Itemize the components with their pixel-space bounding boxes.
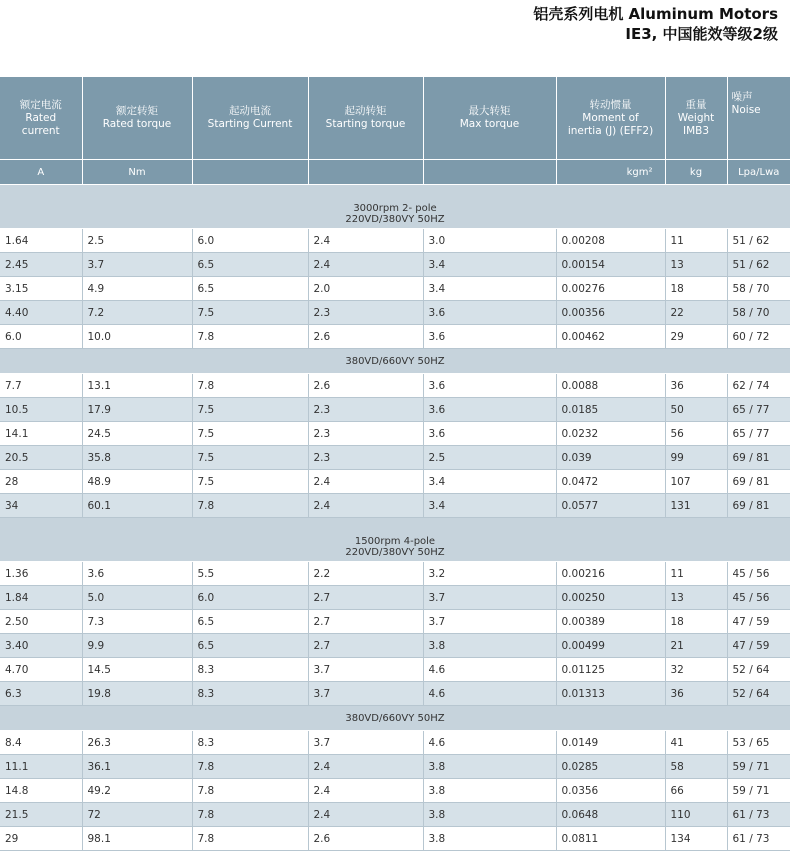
- table-cell: 2.4: [308, 779, 423, 803]
- table-cell: 6.0: [192, 229, 308, 253]
- header-max-torque: 最大转矩 Max torque: [423, 77, 556, 160]
- table-cell: 134: [665, 827, 727, 851]
- table-cell: 2.6: [308, 827, 423, 851]
- table-row: [0, 446, 790, 470]
- table-cell: 0.00462: [556, 325, 665, 349]
- table-cell: 7.8: [192, 827, 308, 851]
- table-row: [0, 610, 790, 634]
- table-cell: 3.6: [82, 562, 192, 586]
- table-cell: 11: [665, 562, 727, 586]
- table-cell: 10.5: [0, 398, 82, 422]
- table-cell: 3.8: [423, 755, 556, 779]
- table-cell: 8.4: [0, 731, 82, 755]
- table-cell: 13: [665, 586, 727, 610]
- table-cell: 0.01125: [556, 658, 665, 682]
- table-cell: 6.5: [192, 634, 308, 658]
- table-cell: 0.00216: [556, 562, 665, 586]
- section-label-line-1: 380VD/660VY 50HZ: [345, 712, 445, 724]
- table-cell: 2.6: [308, 325, 423, 349]
- table-cell: 7.5: [192, 398, 308, 422]
- table-cell: 5.5: [192, 562, 308, 586]
- table-cell: 26.3: [82, 731, 192, 755]
- table-row: [0, 803, 790, 827]
- table-cell: 1.64: [0, 229, 82, 253]
- table-cell: 3.6: [423, 301, 556, 325]
- table-cell: 1.84: [0, 586, 82, 610]
- table-row: [0, 779, 790, 803]
- motor-spec-table: [0, 77, 790, 851]
- table-cell: 2.50: [0, 610, 82, 634]
- table-row: [0, 374, 790, 398]
- table-cell: 2.3: [308, 398, 423, 422]
- table-cell: 3.7: [308, 658, 423, 682]
- header-noise: 噪声 Noise: [727, 77, 790, 160]
- table-cell: 2.3: [308, 422, 423, 446]
- table-cell: 49.2: [82, 779, 192, 803]
- table-row: [0, 301, 790, 325]
- table-row: [0, 682, 790, 706]
- table-cell: 65 / 77: [727, 398, 790, 422]
- table-cell: 0.00208: [556, 229, 665, 253]
- table-cell: 3.8: [423, 803, 556, 827]
- table-row: [0, 634, 790, 658]
- unit-cell: A: [0, 160, 82, 185]
- table-cell: 0.01313: [556, 682, 665, 706]
- table-cell: 58 / 70: [727, 277, 790, 301]
- table-cell: 13.1: [82, 374, 192, 398]
- section-label: [0, 518, 790, 562]
- table-cell: 3.0: [423, 229, 556, 253]
- table-cell: 4.6: [423, 658, 556, 682]
- table-cell: 47 / 59: [727, 634, 790, 658]
- table-row: [0, 562, 790, 586]
- table-cell: 7.8: [192, 374, 308, 398]
- table-cell: 3.40: [0, 634, 82, 658]
- table-row: [0, 229, 790, 253]
- section-header: [0, 518, 790, 562]
- table-cell: 3.6: [423, 422, 556, 446]
- table-row: [0, 755, 790, 779]
- section-label-line-1: 1500rpm 4-pole: [354, 536, 436, 547]
- table-cell: 24.5: [82, 422, 192, 446]
- table-cell: 36: [665, 374, 727, 398]
- table-cell: 2.7: [308, 610, 423, 634]
- table-cell: 10.0: [82, 325, 192, 349]
- table-row: [0, 470, 790, 494]
- table-cell: 2.6: [308, 374, 423, 398]
- table-cell: 107: [665, 470, 727, 494]
- table-row: [0, 253, 790, 277]
- table-cell: 6.5: [192, 610, 308, 634]
- table-cell: 0.0185: [556, 398, 665, 422]
- table-cell: 59 / 71: [727, 755, 790, 779]
- table-row: [0, 586, 790, 610]
- table-cell: 6.5: [192, 253, 308, 277]
- table-cell: 2.0: [308, 277, 423, 301]
- table-cell: 4.9: [82, 277, 192, 301]
- title-line-1: 铝壳系列电机 Aluminum Motors: [533, 5, 778, 23]
- table-cell: 50: [665, 398, 727, 422]
- title-line-2: IE3, 中国能效等级2级: [625, 25, 778, 43]
- unit-cell: Lpa/Lwa: [727, 160, 790, 185]
- table-cell: 6.3: [0, 682, 82, 706]
- table-cell: 3.6: [423, 374, 556, 398]
- header-rated-current: 额定电流 Rated current: [0, 77, 82, 160]
- table-cell: 0.0811: [556, 827, 665, 851]
- table-cell: 7.8: [192, 779, 308, 803]
- table-cell: 4.70: [0, 658, 82, 682]
- table-cell: 131: [665, 494, 727, 518]
- table-cell: 0.00276: [556, 277, 665, 301]
- table-cell: 4.6: [423, 682, 556, 706]
- table-cell: 66: [665, 779, 727, 803]
- table-cell: 6.0: [0, 325, 82, 349]
- table-cell: 69 / 81: [727, 446, 790, 470]
- table-cell: 7.5: [192, 301, 308, 325]
- table-cell: 0.0472: [556, 470, 665, 494]
- table-cell: 3.7: [423, 586, 556, 610]
- section-label: [0, 349, 790, 374]
- table-cell: 2.4: [308, 253, 423, 277]
- table-cell: 2.4: [308, 494, 423, 518]
- table-cell: 0.0232: [556, 422, 665, 446]
- table-cell: 8.3: [192, 682, 308, 706]
- table-row: [0, 731, 790, 755]
- header-starting-current: 起动电流 Starting Current: [192, 77, 308, 160]
- table-cell: 34: [0, 494, 82, 518]
- unit-cell: [308, 160, 423, 185]
- table-cell: 7.8: [192, 325, 308, 349]
- table-cell: 51 / 62: [727, 229, 790, 253]
- table-cell: 29: [665, 325, 727, 349]
- table-cell: 45 / 56: [727, 586, 790, 610]
- table-cell: 52 / 64: [727, 658, 790, 682]
- table-cell: 56: [665, 422, 727, 446]
- unit-cell: [192, 160, 308, 185]
- table-cell: 0.0648: [556, 803, 665, 827]
- table-cell: 69 / 81: [727, 494, 790, 518]
- table-cell: 7.5: [192, 446, 308, 470]
- table-cell: 2.3: [308, 301, 423, 325]
- table-cell: 72: [82, 803, 192, 827]
- table-cell: 0.00250: [556, 586, 665, 610]
- table-cell: 14.1: [0, 422, 82, 446]
- table-cell: 4.40: [0, 301, 82, 325]
- table-cell: 22: [665, 301, 727, 325]
- table-cell: 7.5: [192, 470, 308, 494]
- table-cell: 62 / 74: [727, 374, 790, 398]
- table-cell: 7.2: [82, 301, 192, 325]
- table-cell: 7.8: [192, 803, 308, 827]
- table-cell: 3.8: [423, 634, 556, 658]
- table-cell: 1.36: [0, 562, 82, 586]
- header-moment-of-inertia: 转动惯量 Moment of inertia (J) (EFF2): [556, 77, 665, 160]
- table-cell: 18: [665, 610, 727, 634]
- table-cell: 32: [665, 658, 727, 682]
- table-cell: 2.3: [308, 446, 423, 470]
- section-label-line-1: 380VD/660VY 50HZ: [345, 355, 445, 367]
- table-cell: 0.0577: [556, 494, 665, 518]
- table-cell: 21.5: [0, 803, 82, 827]
- unit-row: [0, 160, 790, 185]
- table-cell: 3.4: [423, 470, 556, 494]
- table-cell: 13: [665, 253, 727, 277]
- table-cell: 3.4: [423, 277, 556, 301]
- table-cell: 59 / 71: [727, 779, 790, 803]
- table-cell: 41: [665, 731, 727, 755]
- section-header: [0, 185, 790, 229]
- table-cell: 3.8: [423, 779, 556, 803]
- table-row: [0, 325, 790, 349]
- table-cell: 6.5: [192, 277, 308, 301]
- spec-table-body: [0, 185, 790, 851]
- table-cell: 2.4: [308, 755, 423, 779]
- table-cell: 58 / 70: [727, 301, 790, 325]
- table-cell: 5.0: [82, 586, 192, 610]
- table-row: [0, 827, 790, 851]
- table-cell: 7.8: [192, 494, 308, 518]
- section-header: [0, 349, 790, 374]
- table-cell: 0.00499: [556, 634, 665, 658]
- table-cell: 3.7: [308, 731, 423, 755]
- table-cell: 14.8: [0, 779, 82, 803]
- table-cell: 21: [665, 634, 727, 658]
- table-cell: 2.4: [308, 803, 423, 827]
- table-cell: 0.0088: [556, 374, 665, 398]
- table-cell: 61 / 73: [727, 803, 790, 827]
- table-cell: 58: [665, 755, 727, 779]
- table-cell: 3.4: [423, 494, 556, 518]
- table-cell: 60 / 72: [727, 325, 790, 349]
- page-title: [533, 4, 778, 44]
- table-row: [0, 658, 790, 682]
- table-cell: 11.1: [0, 755, 82, 779]
- table-cell: 3.7: [423, 610, 556, 634]
- unit-cell: [423, 160, 556, 185]
- table-cell: 47 / 59: [727, 610, 790, 634]
- table-cell: 36.1: [82, 755, 192, 779]
- table-cell: 3.6: [423, 325, 556, 349]
- table-cell: 2.4: [308, 470, 423, 494]
- table-cell: 0.0149: [556, 731, 665, 755]
- table-cell: 2.7: [308, 586, 423, 610]
- table-cell: 0.0356: [556, 779, 665, 803]
- table-cell: 52 / 64: [727, 682, 790, 706]
- section-label-line-2: 220VD/380VY 50HZ: [345, 214, 445, 225]
- table-cell: 69 / 81: [727, 470, 790, 494]
- header-starting-torque: 起动转矩 Starting torque: [308, 77, 423, 160]
- table-cell: 3.7: [82, 253, 192, 277]
- table-cell: 7.5: [192, 422, 308, 446]
- table-cell: 45 / 56: [727, 562, 790, 586]
- unit-cell: kg: [665, 160, 727, 185]
- table-cell: 29: [0, 827, 82, 851]
- table-cell: 9.9: [82, 634, 192, 658]
- table-cell: 0.0285: [556, 755, 665, 779]
- table-cell: 28: [0, 470, 82, 494]
- section-header: [0, 706, 790, 731]
- section-label-line-1: 3000rpm 2- pole: [353, 203, 437, 214]
- table-cell: 48.9: [82, 470, 192, 494]
- unit-cell: Nm: [82, 160, 192, 185]
- table-cell: 17.9: [82, 398, 192, 422]
- table-cell: 20.5: [0, 446, 82, 470]
- table-row: [0, 277, 790, 301]
- table-cell: 3.4: [423, 253, 556, 277]
- table-cell: 7.8: [192, 755, 308, 779]
- table-cell: 3.15: [0, 277, 82, 301]
- table-cell: 2.5: [423, 446, 556, 470]
- table-cell: 0.00356: [556, 301, 665, 325]
- table-cell: 7.7: [0, 374, 82, 398]
- table-cell: 65 / 77: [727, 422, 790, 446]
- table-cell: 2.45: [0, 253, 82, 277]
- table-cell: 2.7: [308, 634, 423, 658]
- table-cell: 35.8: [82, 446, 192, 470]
- table-cell: 8.3: [192, 731, 308, 755]
- table-cell: 8.3: [192, 658, 308, 682]
- table-cell: 18: [665, 277, 727, 301]
- table-cell: 2.2: [308, 562, 423, 586]
- table-cell: 99: [665, 446, 727, 470]
- section-label: [0, 185, 790, 229]
- table-row: [0, 398, 790, 422]
- table-cell: 7.3: [82, 610, 192, 634]
- table-cell: 11: [665, 229, 727, 253]
- table-cell: 3.7: [308, 682, 423, 706]
- table-cell: 60.1: [82, 494, 192, 518]
- table-cell: 2.5: [82, 229, 192, 253]
- header-rated-torque: 额定转矩 Rated torque: [82, 77, 192, 160]
- table-cell: 14.5: [82, 658, 192, 682]
- table-cell: 4.6: [423, 731, 556, 755]
- table-cell: 3.2: [423, 562, 556, 586]
- table-cell: 3.6: [423, 398, 556, 422]
- section-label-line-2: 220VD/380VY 50HZ: [345, 547, 445, 558]
- table-cell: 98.1: [82, 827, 192, 851]
- header-row: [0, 77, 790, 160]
- unit-cell: kgm²: [556, 160, 665, 185]
- table-cell: 0.00389: [556, 610, 665, 634]
- table-cell: 6.0: [192, 586, 308, 610]
- table-cell: 51 / 62: [727, 253, 790, 277]
- table-row: [0, 422, 790, 446]
- table-cell: 61 / 73: [727, 827, 790, 851]
- table-cell: 2.4: [308, 229, 423, 253]
- header-weight: 重量 Weight IMB3: [665, 77, 727, 160]
- table-cell: 110: [665, 803, 727, 827]
- table-cell: 19.8: [82, 682, 192, 706]
- table-cell: 0.039: [556, 446, 665, 470]
- table-cell: 0.00154: [556, 253, 665, 277]
- table-row: [0, 494, 790, 518]
- table-cell: 3.8: [423, 827, 556, 851]
- table-cell: 36: [665, 682, 727, 706]
- section-label: [0, 706, 790, 731]
- table-cell: 53 / 65: [727, 731, 790, 755]
